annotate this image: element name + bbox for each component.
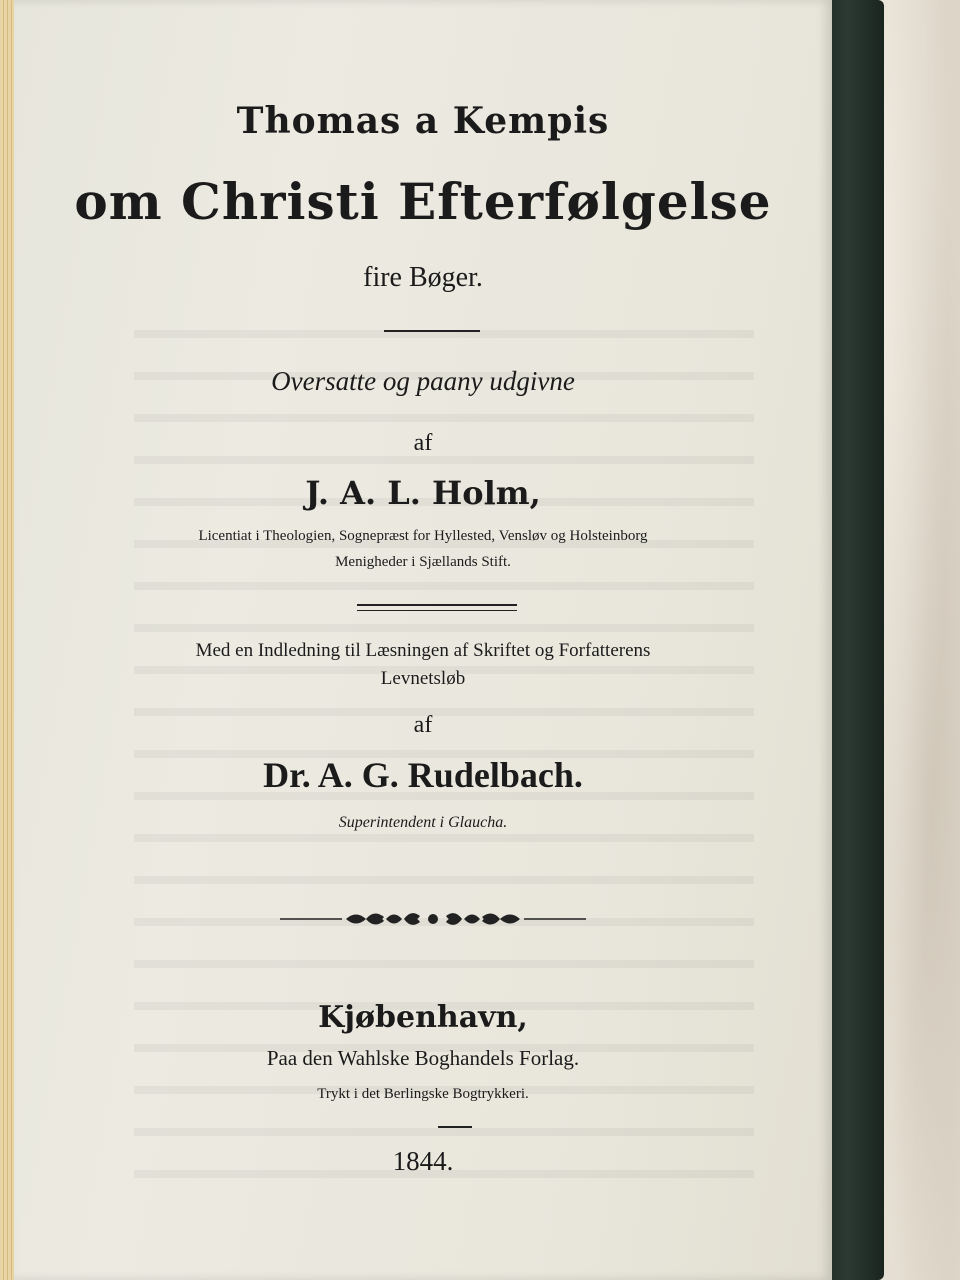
- by-label-2: af: [413, 712, 433, 738]
- publication-year: 1844.: [392, 1146, 454, 1176]
- double-rule: [357, 604, 517, 611]
- main-title: om Christi Efterfølgelse: [74, 172, 772, 231]
- small-rule: [438, 1126, 472, 1128]
- title-page: [14, 0, 832, 1280]
- divider-rule: [384, 330, 480, 332]
- ornament-icon: [280, 906, 586, 932]
- second-author-name: Dr. A. G. Rudelbach.: [263, 755, 583, 795]
- title-line-1: Thomas a Kempis: [236, 100, 610, 142]
- place-of-publication: Kjøbenhavn,: [318, 1000, 528, 1035]
- second-author-credentials: Superintendent i Glaucha.: [338, 814, 508, 831]
- introduction-line-2: Levnetsløb: [380, 668, 466, 689]
- author-name: J. A. L. Holm,: [305, 474, 541, 512]
- publisher: Paa den Wahlske Boghandels Forlag.: [266, 1046, 580, 1070]
- introduction-line-1: Med en Indledning til Læsningen af Skriftet og Forfatterens: [195, 640, 651, 661]
- title-line-3: fire Bøger.: [363, 262, 483, 293]
- printer: Trykt i det Berlingske Bogtrykkeri.: [317, 1086, 529, 1102]
- subtitle: Oversatte og paany udgivne: [271, 366, 575, 396]
- author-credentials-line-2: Menigheder i Sjællands Stift.: [335, 554, 511, 570]
- by-label: af: [413, 430, 433, 456]
- author-credentials-line-1: Licentiat i Theologien, Sognepræst for Hyllested, Vensløv og Holsteinborg: [198, 528, 648, 544]
